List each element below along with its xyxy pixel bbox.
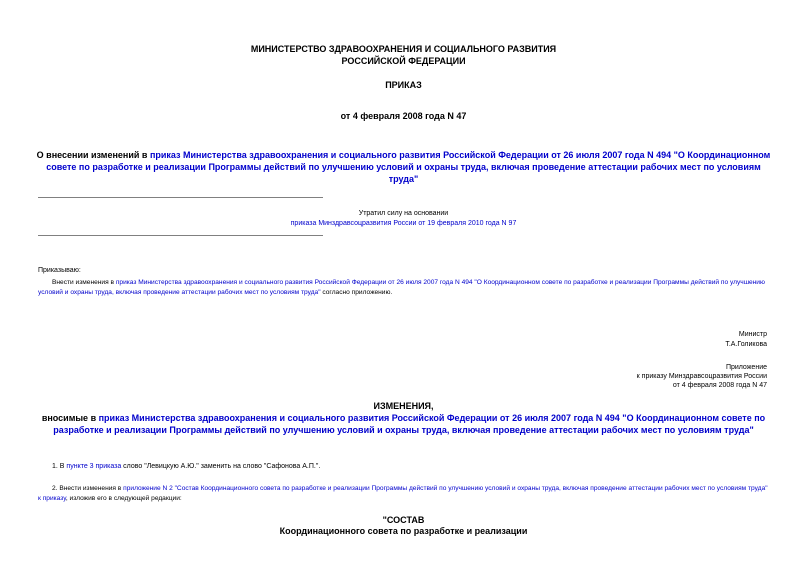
item-2 [38,484,770,504]
item1-suffix: слово "Левицкую А.Ю." заменить на слово "Сафонова А.П.". [121,463,321,470]
page-title [36,149,771,185]
appendix-line1: Приложение [725,364,767,371]
ministry-line2: РОССИЙСКОЙ ФЕДЕРАЦИИ [341,56,466,66]
doc-type: ПРИКАЗ [385,80,422,90]
expiry-note: Утратил силу на основании [358,210,449,217]
changes-sub-link[interactable]: приказ Министерства здравоохранения и социального развития Российской Федерации от 26 июля 2007 года N 494 "О Координационном совете по разработке и реализации Программы действий по улучшению условий и охраны труда, включая проведение аттестации рабочих мест по условиям труда" [53,413,766,435]
expiry-link[interactable]: приказа Минздравсоцразвития России от 19 февраля 2010 года N 97 [290,220,517,227]
ministry-name [0,43,807,67]
item2-suffix: , изложив его в следующей редакции: [65,495,182,502]
title-link[interactable]: приказ Министерства здравоохранения и социального развития Российской Федерации от 26 июля 2007 года N 494 "О Координационном совете по разработке и реализации Программы действий по улучшению условий и охраны труда, включая проведение аттестации рабочих мест по условиям труда" [46,150,771,184]
item1-prefix: 1. В [52,463,67,470]
item1-link[interactable]: пункте 3 приказа [66,463,122,470]
order-intro: Приказываю: [38,267,81,274]
divider-bottom [38,235,323,236]
signature-position: Министр [738,331,767,338]
item2-link[interactable]: приложение N 2 "Состав Координационного совета по разработке и реализации Программы действий по улучшению условий и охраны труда, включая проведение аттестации рабочих мест по условиям труда" к приказу [38,485,768,502]
order-link[interactable]: приказ Министерства здравоохранения и социального развития Российской Федерации от 26 июля 2007 года N 494 "О Координационном совете по разработке и реализации Программы действий по улучшению условий и охраны труда, включая проведение аттестации рабочих мест по условиям труда" [38,279,765,296]
ministry-line1: МИНИСТЕРСТВО ЗДРАВООХРАНЕНИЯ И СОЦИАЛЬНОГО РАЗВИТИЯ [250,44,557,54]
changes-heading: ИЗМЕНЕНИЯ, [373,401,434,411]
appendix-line2: к приказу Минздравсоцразвития России [636,373,767,380]
item2-prefix: 2. Внести изменения в [52,485,124,492]
signature-name: Т.А.Голикова [725,341,767,348]
appendix-line3: от 4 февраля 2008 года N 47 [672,382,767,389]
order-text-suffix: согласно приложению. [320,289,393,296]
composition-subtitle: Координационного совета по разработке и реализации [279,526,528,536]
doc-date-number: от 4 февраля 2008 года N 47 [340,111,467,121]
changes-sub-prefix: вносимые в [41,413,99,423]
changes-subheading [36,412,771,436]
divider-top [38,197,323,198]
order-text-prefix: Внести изменения в [52,279,116,286]
item-1 [52,462,772,472]
title-prefix: О внесении изменений в [36,150,150,160]
composition-title: "СОСТАВ [382,515,425,525]
order-paragraph [38,278,770,298]
